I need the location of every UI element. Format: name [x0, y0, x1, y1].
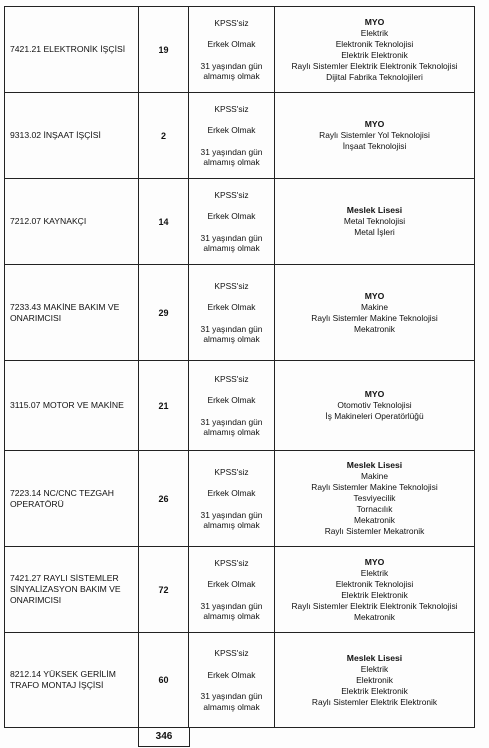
- spacer: [189, 680, 274, 691]
- education-program: Elektrik Elektronik: [341, 589, 408, 600]
- position-cell: 7421.21 ELEKTRONİK İŞÇİSİ: [5, 7, 139, 93]
- table-row: [5, 265, 475, 361]
- education-cell: [275, 547, 475, 633]
- requirement-line: almamış olmak: [203, 334, 260, 344]
- education-cell: [275, 179, 475, 265]
- count-cell: 29: [139, 265, 189, 361]
- table-row: [5, 361, 475, 451]
- education-program: Raylı Sistemler Elektrik Elektronik Teknolojisi: [291, 600, 458, 611]
- education-program: Elektrik: [360, 663, 389, 674]
- position-cell: 7421.27 RAYLI SİSTEMLER SİNYALİZASYON BAKIM VE ONARIMCISI: [5, 547, 139, 633]
- education-program: Mekatronik: [354, 611, 395, 622]
- spacer: [189, 477, 274, 488]
- education-program: Tornacılık: [356, 504, 393, 514]
- requirements-cell: [189, 265, 275, 361]
- requirement-line: Erkek Olmak: [207, 669, 256, 680]
- spacer: [189, 384, 274, 395]
- education-program: Raylı Sistemler Yol Teknolojisi: [319, 130, 430, 140]
- requirement-line: Erkek Olmak: [207, 488, 256, 498]
- education-level: Meslek Lisesi: [346, 652, 403, 663]
- spacer: [189, 291, 274, 302]
- requirement-line: 31 yaşından gün: [200, 146, 263, 157]
- requirement-line: 31 yaşından gün: [200, 60, 263, 71]
- table-row: [5, 93, 475, 179]
- education-program: Metal İşleri: [354, 227, 395, 237]
- requirement-line: 31 yaşından gün: [200, 691, 263, 701]
- education-program: Mekatronik: [354, 515, 395, 525]
- education-cell: [275, 361, 475, 451]
- education-cell: [275, 93, 475, 179]
- education-cell: [275, 633, 475, 728]
- education-level: MYO: [364, 556, 385, 567]
- requirement-line: almamış olmak: [203, 427, 260, 437]
- requirement-line: almamış olmak: [203, 71, 260, 81]
- table-row: [5, 547, 475, 633]
- education-level: MYO: [364, 16, 385, 27]
- education-program: Raylı Sistemler Mekatronik: [324, 526, 425, 536]
- table-row: [5, 7, 475, 93]
- table-row: [5, 633, 475, 728]
- requirement-line: Erkek Olmak: [207, 39, 256, 49]
- requirement-line: almamış olmak: [203, 611, 260, 621]
- education-level: Meslek Lisesi: [346, 205, 403, 215]
- education-program: Mekatronik: [354, 323, 395, 334]
- requirements-cell: [189, 93, 275, 179]
- table-row: [5, 451, 475, 547]
- requirement-line: 31 yaşından gün: [200, 323, 263, 334]
- position-cell: 7212.07 KAYNAKÇI: [5, 179, 139, 265]
- education-program: Elektrik: [360, 567, 389, 578]
- spacer: [189, 406, 274, 417]
- education-program: Elektrik Elektronik: [341, 685, 408, 696]
- education-level: MYO: [364, 290, 385, 301]
- requirement-line: Erkek Olmak: [207, 125, 256, 135]
- education-program: Elektrik: [360, 27, 389, 38]
- education-cell: [275, 451, 475, 547]
- count-cell: 26: [139, 451, 189, 547]
- requirement-line: KPSS'siz: [214, 557, 249, 568]
- education-program: Raylı Sistemler Makine Teknolojisi: [311, 312, 438, 323]
- requirement-line: 31 yaşından gün: [200, 600, 263, 611]
- education-program: Elektronik: [356, 674, 393, 685]
- education-level: MYO: [364, 389, 385, 399]
- spacer: [189, 114, 274, 125]
- position-cell: 3115.07 MOTOR VE MAKİNE: [5, 361, 139, 451]
- requirement-line: almamış olmak: [203, 520, 260, 530]
- spacer: [189, 28, 274, 39]
- spacer: [189, 136, 274, 147]
- spacer: [189, 659, 274, 670]
- education-program: Makine: [361, 471, 388, 481]
- education-program: Tesviyecilik: [353, 493, 396, 503]
- education-program: Otomotiv Teknolojisi: [337, 400, 412, 410]
- requirement-line: KPSS'siz: [214, 648, 249, 658]
- education-program: Raylı Sistemler Elektrik Elektronik: [311, 696, 438, 707]
- requirements-cell: [189, 633, 275, 728]
- education-cell: [275, 7, 475, 93]
- position-cell: 7223.14 NC/CNC TEZGAH OPERATÖRÜ: [5, 451, 139, 547]
- count-cell: 19: [139, 7, 189, 93]
- positions-table: [4, 6, 475, 728]
- education-program: Raylı Sistemler Elektrik Elektronik Teknolojisi: [291, 60, 458, 71]
- positions-table-body: [5, 7, 475, 728]
- count-cell: 60: [139, 633, 189, 728]
- requirement-line: Erkek Olmak: [207, 211, 256, 221]
- requirement-line: 31 yaşından gün: [200, 416, 263, 427]
- requirement-line: almamış olmak: [203, 157, 260, 167]
- requirement-line: 31 yaşından gün: [200, 232, 263, 243]
- requirements-cell: [189, 547, 275, 633]
- education-program: İnşaat Teknolojisi: [342, 141, 407, 151]
- education-level: MYO: [364, 119, 385, 129]
- education-cell: [275, 265, 475, 361]
- requirement-line: KPSS'siz: [214, 280, 249, 291]
- education-level: Meslek Lisesi: [346, 460, 403, 470]
- education-program: Elektrik Elektronik: [341, 49, 408, 60]
- requirements-cell: [189, 7, 275, 93]
- requirements-cell: [189, 451, 275, 547]
- spacer: [189, 590, 274, 601]
- count-cell: 2: [139, 93, 189, 179]
- requirement-line: KPSS'siz: [214, 17, 249, 28]
- education-program: Dijital Fabrika Teknolojileri: [326, 71, 423, 82]
- count-cell: 21: [139, 361, 189, 451]
- requirement-line: KPSS'siz: [214, 103, 249, 114]
- education-program: Makine: [361, 301, 388, 312]
- education-program: Metal Teknolojisi: [343, 216, 406, 226]
- spacer: [189, 499, 274, 510]
- requirement-line: Erkek Olmak: [207, 302, 256, 312]
- table-row: [5, 179, 475, 265]
- requirement-line: Erkek Olmak: [207, 579, 256, 589]
- spacer: [189, 200, 274, 211]
- spacer: [189, 568, 274, 579]
- spacer: [189, 222, 274, 233]
- education-program: Raylı Sistemler Makine Teknolojisi: [311, 482, 438, 492]
- requirement-line: almamış olmak: [203, 243, 260, 253]
- requirements-cell: [189, 179, 275, 265]
- spacer: [189, 313, 274, 324]
- education-program: Elektronik Teknolojisi: [335, 578, 414, 589]
- total-count: 346: [138, 727, 190, 747]
- requirement-line: 31 yaşından gün: [200, 509, 263, 520]
- position-cell: 9313.02 İNŞAAT İŞÇİSİ: [5, 93, 139, 179]
- requirement-line: almamış olmak: [203, 701, 260, 712]
- position-cell: 8212.14 YÜKSEK GERİLİM TRAFO MONTAJ İŞÇİSİ: [5, 633, 139, 728]
- requirement-line: KPSS'siz: [214, 466, 249, 477]
- position-cell: 7233.43 MAKİNE BAKIM VE ONARIMCISI: [5, 265, 139, 361]
- requirement-line: Erkek Olmak: [207, 395, 256, 405]
- requirements-cell: [189, 361, 275, 451]
- count-cell: 14: [139, 179, 189, 265]
- requirement-line: KPSS'siz: [214, 189, 249, 200]
- count-cell: 72: [139, 547, 189, 633]
- education-program: Elektronik Teknolojisi: [335, 38, 414, 49]
- education-program: İş Makineleri Operatörlüğü: [325, 411, 424, 421]
- requirement-line: KPSS'siz: [214, 373, 249, 384]
- spacer: [189, 50, 274, 61]
